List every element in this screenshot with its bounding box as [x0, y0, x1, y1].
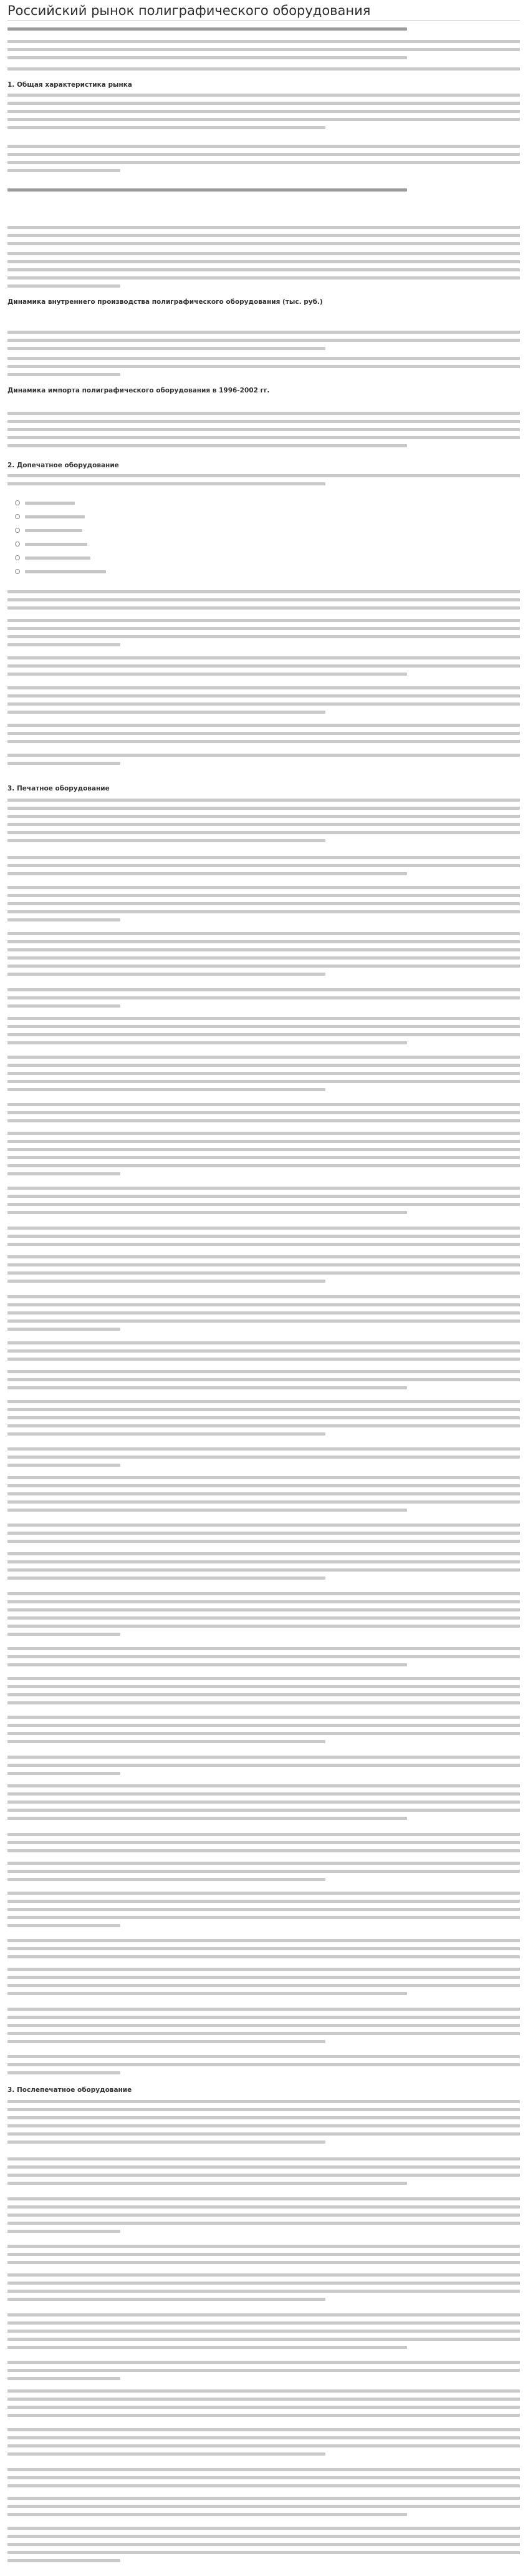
intro-bold-paragraph — [7, 27, 520, 36]
bullet-icon — [15, 542, 20, 547]
section-3-paragraph-25 — [7, 1756, 520, 1780]
list-item-text — [25, 570, 106, 573]
list-item-text — [25, 543, 87, 546]
section-import-heading: Динамика импорта полиграфического оборудования в 1996-2002 гг. — [7, 387, 270, 394]
title-divider — [7, 20, 520, 21]
bullet-icon — [15, 528, 20, 533]
section-3-paragraph-9 — [7, 1132, 520, 1180]
section-3-paragraph-12 — [7, 1255, 520, 1288]
bullet-icon — [15, 569, 20, 574]
section-2-paragraph-5 — [7, 724, 520, 748]
list-item-text — [25, 502, 75, 505]
section-3-paragraph-5 — [7, 988, 520, 1013]
section-3-paragraph-1 — [7, 799, 520, 847]
section-1-bold-caption — [7, 188, 520, 197]
postpress-paragraph-3 — [7, 2197, 520, 2238]
section-2-intro — [7, 474, 520, 490]
prepress-list-item — [15, 554, 140, 561]
section-3-paragraph-10 — [7, 1187, 520, 1219]
section-3-paragraph-7 — [7, 1056, 520, 1096]
postpress-paragraph-2 — [7, 2157, 520, 2190]
section-3-paragraph-21 — [7, 1592, 520, 1641]
section-3-paragraph-22 — [7, 1647, 520, 1671]
section-2-heading: 2. Допечатное оборудование — [7, 462, 119, 469]
prepress-list-item — [15, 499, 140, 507]
section-3-paragraph-3 — [7, 886, 520, 926]
section-3-paragraph-29 — [7, 1892, 520, 1932]
section-3-paragraph-15 — [7, 1370, 520, 1394]
section-1-paragraph-2 — [7, 145, 520, 177]
postpress-paragraph-5 — [7, 2273, 520, 2306]
section-3-paragraph-18 — [7, 1476, 520, 1517]
section-2-paragraph-3 — [7, 656, 520, 681]
list-item-text — [25, 557, 90, 560]
section-1-heading: 1. Общая характеристика рынка — [7, 81, 132, 89]
postpress-paragraph-6 — [7, 2313, 520, 2354]
section-3-paragraph-20 — [7, 1552, 520, 1585]
section-3-paragraph-13 — [7, 1295, 520, 1336]
section-3-paragraph-17 — [7, 1447, 520, 1472]
section-postpress-heading: 3. Послепечатное оборудование — [7, 2086, 132, 2094]
list-item-text — [25, 529, 82, 532]
section-3-paragraph-6 — [7, 1017, 520, 1049]
list-item-text — [25, 515, 85, 518]
section-3-paragraph-30 — [7, 1939, 520, 1963]
prepress-list-item — [15, 527, 140, 534]
section-3-paragraph-8 — [7, 1103, 520, 1127]
section-2-paragraph-6 — [7, 754, 520, 770]
postpress-paragraph-7 — [7, 2361, 520, 2385]
section-1-paragraph-1 — [7, 94, 520, 134]
section-3-paragraph-23 — [7, 1677, 520, 1709]
section-2-paragraph-2 — [7, 619, 520, 651]
section-3-paragraph-26 — [7, 1784, 520, 1825]
intro-paragraph — [7, 40, 520, 64]
section-domestic-production-heading: Динамика внутреннего производства полиграфического оборудования (тыс. руб.) — [7, 298, 323, 306]
postpress-paragraph-8 — [7, 2389, 520, 2422]
prepress-list-item — [15, 568, 140, 575]
postpress-paragraph-1 — [7, 2100, 520, 2149]
postpress-paragraph-10 — [7, 2468, 520, 2492]
section-3-paragraph-24 — [7, 1716, 520, 1748]
section-2-paragraph-1 — [7, 590, 520, 615]
section-3-paragraph-31 — [7, 1968, 520, 2000]
section-3-paragraph-33 — [7, 2055, 520, 2079]
section-3-paragraph-11 — [7, 1227, 520, 1251]
postpress-paragraph-4 — [7, 2245, 520, 2269]
section-3-paragraph-16 — [7, 1400, 520, 1441]
postpress-paragraph-9 — [7, 2428, 520, 2461]
section-3-paragraph-27 — [7, 1833, 520, 1857]
section-3-paragraph-2 — [7, 856, 520, 880]
section-3-paragraph-28 — [7, 1862, 520, 1886]
postpress-paragraph-11 — [7, 2497, 520, 2521]
section-3-paragraph-4 — [7, 932, 520, 981]
section-3-paragraph-14 — [7, 1341, 520, 1366]
domestic-production-paragraph-2 — [7, 357, 520, 381]
section-3-paragraph-32 — [7, 2008, 520, 2048]
prepress-list-item — [15, 513, 140, 520]
bullet-icon — [15, 555, 20, 560]
intro-paragraph-2 — [7, 67, 520, 75]
import-paragraph-1 — [7, 412, 520, 452]
prepress-list-item — [15, 540, 140, 548]
section-1-paragraph-4 — [7, 252, 520, 293]
bullet-icon — [15, 500, 20, 505]
section-3-heading: 3. Печатное оборудование — [7, 785, 110, 792]
postpress-paragraph-12 — [7, 2527, 520, 2567]
section-2-paragraph-4 — [7, 686, 520, 719]
domestic-production-paragraph-1 — [7, 331, 520, 355]
bullet-icon — [15, 514, 20, 519]
page-title: Российский рынок полиграфического оборудования — [7, 3, 371, 18]
section-1-paragraph-3 — [7, 226, 520, 250]
section-3-paragraph-19 — [7, 1524, 520, 1548]
